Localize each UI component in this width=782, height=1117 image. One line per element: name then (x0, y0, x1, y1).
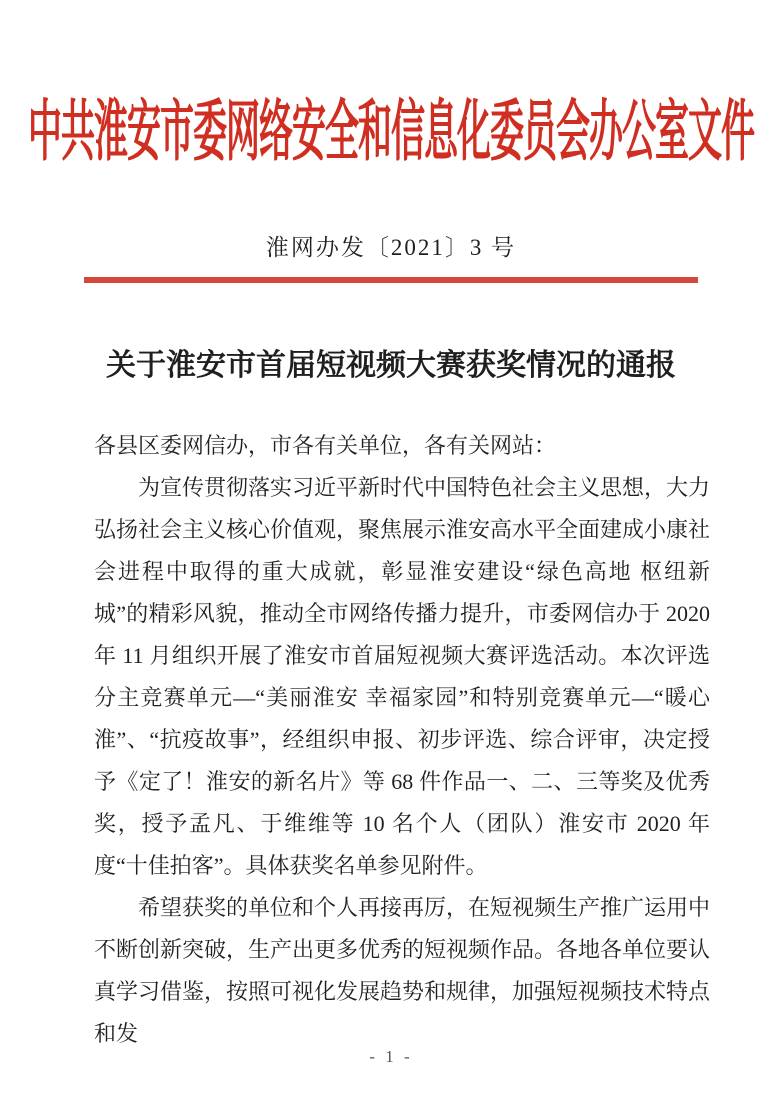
red-divider-line (84, 277, 698, 283)
body-paragraph: 希望获奖的单位和个人再接再厉，在短视频生产推广运用中不断创新突破，生产出更多优秀的短视频作品。各地各单位要认真学习借鉴，按照可视化发展趋势和规律，加强短视频技术特点和发 (94, 895, 711, 1046)
letterhead-title: 中共淮安市委网络安全和信息化委员会办公室文件 (28, 96, 754, 169)
salutation-line: 各县区委网信办，市各有关单位，各有关网站： (94, 433, 557, 458)
document-body (94, 425, 710, 1055)
body-paragraph: 为宣传贯彻落实习近平新时代中国特色社会主义思想，大力弘扬社会主义核心价值观，聚焦展示淮安高水平全面建成小康社会进程中取得的重大成就，彰显淮安建设“绿色高地 枢纽新城”的精彩风貌，推动全市网络传播力提升，市委网信办于 2020 年 11 月组织开展了淮安市首届短视频大赛评选活动。本次评选分主竞赛单元—“美丽淮安 幸福家园”和特别竞赛单元—“暖心淮”、“抗疫故事”，经组织申报、初步评选、综合评审，决定授予《定了！淮安的新名片》等 68 件作品一、二、三等奖及优秀奖，授予孟凡、于维维等 10 名个人（团队）淮安市 2020 年度“十佳拍客”。具体获奖名单参见附件。 (94, 475, 711, 878)
page-number: - 1 - (369, 1047, 413, 1066)
document-letterhead (0, 0, 782, 169)
document-number: 淮网办发〔2021〕3 号 (265, 235, 517, 260)
document-title: 关于淮安市首届短视频大赛获奖情况的通报 (106, 349, 676, 382)
